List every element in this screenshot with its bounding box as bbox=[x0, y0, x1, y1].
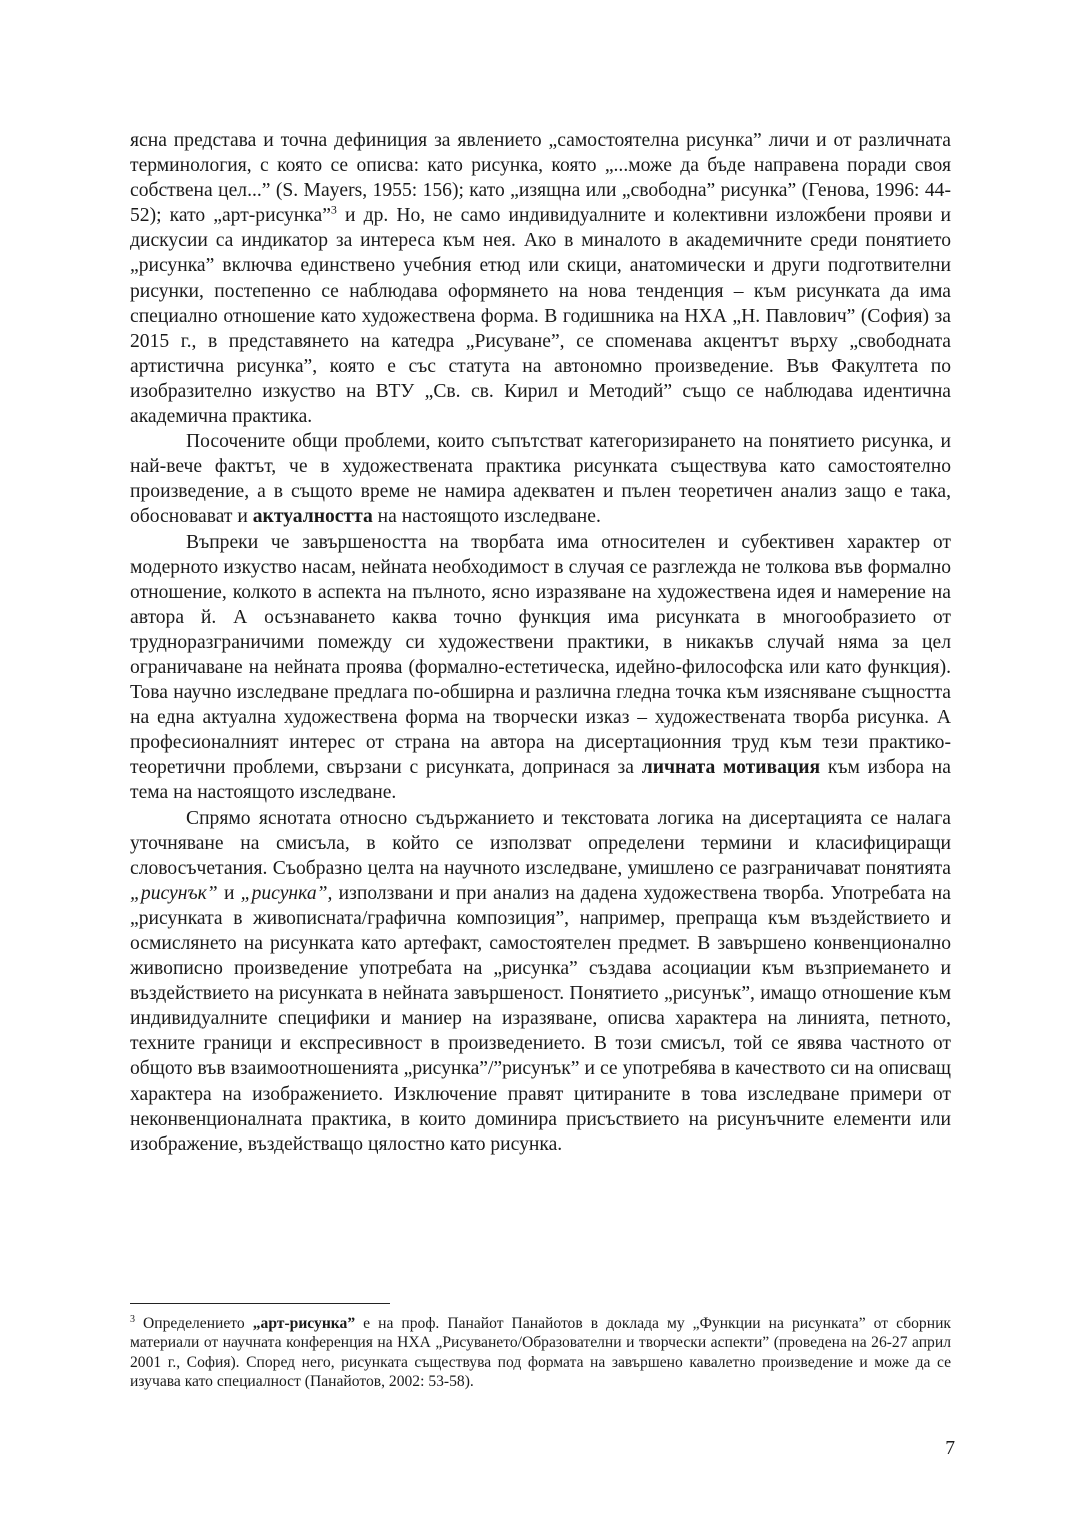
text-run: Въпреки че завършеността на творбата има относителен и субективен характер от модерното изкуство насам, нейната необходимост в случая се разглежда не толкова във формално отношение, колкото в аспекта на пълното, ясно изразяване на художествена идея и намерение на автора й. А осъзнаването каква точно функция има рисунката в многообразието от трудноразграничими помежду си художествени практики, в никакъв случай няма за цел ограничаване на нейната проява (формално-естетическа, идейно-философска или като функция). Това научно изследване предлага по-обширна и различна гледна точка към изясняване същността на една актуална художествена форма на творчески изказ – художествената творба рисунка. А професионалният интерес от страна на автора на дисертационния труд към тези практико-теоретични проблеми, свързани с рисунката, допринася за bbox=[130, 531, 951, 779]
footnote-marker: 3 bbox=[130, 1313, 135, 1325]
text-run: Спрямо яснотата относно съдържанието и текстовата логика на дисертацията се налага уточняване на смисъла, в който се използват определени термини и класифициращи словосъчетания. Съобразно целта на научното изследване, умишлено се разграничават понятията bbox=[130, 807, 951, 879]
text-run: ясна представа и точна дефиниция за явлението „самостоятелна рисунка” личи и от различната терминология, с която се описва: като рисунка, която „...може да бъде направена поради своя собствена цел...” (S. Mayers, 1955: 156); като „изящна или „свободна” рисунка” (Генова, 1996: 44-52); като „арт-рисунка” bbox=[130, 130, 951, 227]
footnote-3 bbox=[130, 1314, 951, 1392]
text-run: използвани и при анализ на дадена художествена творба. Употребата на „рисунката в живописната/графична композиция”, например, препраща към въздействието и осмислянето на рисунката като артефакт, самостоятелен предмет. В завършено конвенционално живописно произведение употребата на „рисунка” създава асоциации към възприемането и въздействието на рисунката в нейната завършеност. Понятието „рисунък”, имащо отношение към индивидуалните специфики и маниер на изразяване, описва характера на линията, петното, техните граници и експресивност в произведението. В този смисъл, той се явява частното от общото във взаимоотношенията „рисунка”/”рисунък” и се употребява в качеството си на описващ характера на изображението. Изключение правят цитираните в това изследване примери от неконвенционалната практика, в които доминира присъствието на рисунъчните елементи или изображение, въздействащо цялостно като рисунка. bbox=[130, 882, 951, 1155]
italic-term-risunka: „рисунка”, bbox=[240, 882, 333, 904]
text-run: е на проф. Панайот Панайотов в доклада му „Функции на рисунката” от сборник материали от научната конференция на НХА „Рисуването/Образователни и творчески аспекти” (проведена на 26-27 април 2001 г., София). Според него, рисунката съществува под формата на завършено кавалетно произведение и може да се изучава като специалност (Панайотов, 2002: 53-58). bbox=[130, 1315, 951, 1391]
bold-term-relevance: актуалността bbox=[252, 506, 373, 528]
text-run: и bbox=[217, 882, 241, 904]
bold-term-art-drawing: „арт-рисунка” bbox=[252, 1315, 356, 1332]
text-run: към избора на тема на настоящото изследване. bbox=[130, 757, 951, 804]
paragraph-1 bbox=[130, 128, 951, 429]
paragraph-2 bbox=[130, 429, 951, 529]
italic-term-risunak: „рисунък” bbox=[130, 882, 218, 904]
paragraph-4 bbox=[130, 806, 951, 1157]
footnote-ref-3[interactable]: 3 bbox=[330, 202, 337, 217]
paragraph-3 bbox=[130, 530, 951, 806]
text-run: Посочените общи проблеми, които съпътстват категоризирането на понятието рисунка, и най-вече фактът, че в художествената практика рисунката съществува като самостоятелно произведение, а в същото време не намира адекватен и пълен теоретичен анализ защо е така, обосновават и bbox=[130, 431, 951, 528]
text-run: на настоящото изследване. bbox=[372, 506, 601, 528]
bold-term-motivation: личната мотивация bbox=[641, 757, 821, 779]
body-text bbox=[130, 128, 951, 1157]
page-number: 7 bbox=[945, 1438, 955, 1459]
footnote-separator bbox=[130, 1303, 390, 1304]
text-run: Определението bbox=[135, 1315, 253, 1332]
text-run: и др. Но, не само индивидуалните и колективни изложбени прояви и дискусии са индикатор за интереса към нея. Ако в миналото в академичните среди понятието „рисунка” включва единствено учебния етюд или скици, анатомически и други подготвителни рисунки, постепенно се наблюдава оформянето на нова тенденция – към рисунката да има специално отношение като художествена форма. В годишника на НХА „Н. Павлович” (София) за 2015 г., в представянето на катедра „Рисуване”, се споменава акцентът върху „свободната артистична рисунка”, която е със статута на автономно произведение. Във Факултета по изобразително изкуство на ВТУ „Св. св. Кирил и Методий” също се наблюдава идентична академична практика. bbox=[130, 205, 952, 428]
